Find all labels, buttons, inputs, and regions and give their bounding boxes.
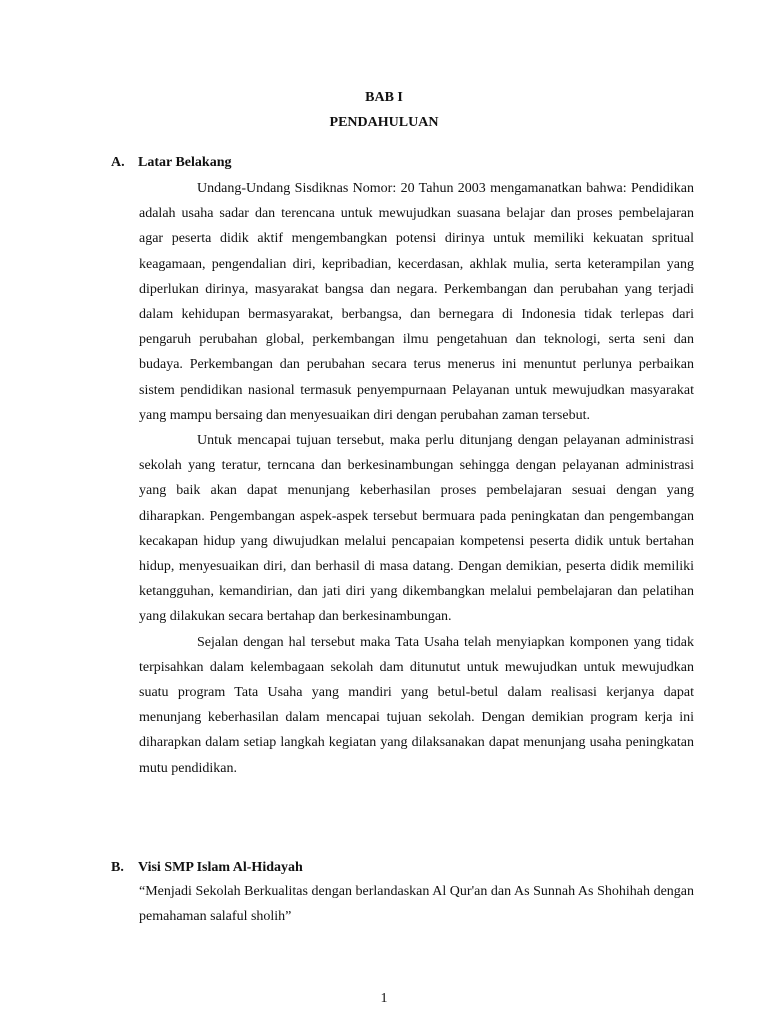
section-b-number: B. <box>111 860 124 875</box>
section-a-heading <box>111 154 231 172</box>
section-a-number: A. <box>111 155 125 170</box>
vision-statement: “Menjadi Sekolah Berkualitas dengan berlandaskan Al Qur'an dan As Sunnah As Shohihah dengan pemahaman salaful sholih” <box>139 884 694 925</box>
section-a-title: Latar Belakang <box>138 155 232 170</box>
section-b-body <box>139 879 694 929</box>
paragraph-1: Undang-Undang Sisdiknas Nomor: 20 Tahun 2003 mengamanatkan bahwa: Pendidikan adalah usaha sadar dan terencana untuk mewujudkan suasana belajar dan proses pembelajaran agar peserta didik aktif mengembangkan potensi dirinya untuk memiliki kekuatan spritual keagamaan, pengendalian diri, kepribadian, kecerdasan, akhlak mulia, serta keterampilan yang diperlukan dirinya, masyarakat bangsa dan negara. Perkembangan dan perubahan yang terjadi dalam kehidupan bermasyarakat, berbangsa, dan bernegara di Indonesia tidak terlepas dari pengaruh perubahan global, perkembangan ilmu pengetahuan dan teknologi, serta seni dan budaya. Perkembangan dan perubahan secara terus menerus ini menuntut perlunya perbaikan sistem pendidikan nasional termasuk penyempurnaan Pelayanan untuk mewujudkan masyarakat yang mampu bersaing dan menyesuaikan diri dengan perubahan zaman tersebut. <box>139 181 694 423</box>
chapter-title: PENDAHULUAN <box>329 115 439 130</box>
section-a-body <box>139 176 694 781</box>
section-b-heading <box>111 859 303 877</box>
page-number: 1 <box>380 991 388 1006</box>
paragraph-3: Sejalan dengan hal tersebut maka Tata Usaha telah menyiapkan komponen yang tidak terpisahkan dalam kelembagaan sekolah dam ditunutut untuk mewujudkan untuk mewujudkan suatu program Tata Usaha yang mandiri yang betul-betul dalam realisasi kerjanya dapat menunjang keberhasilan dalam mencapai tujuan sekolah. Dengan demikian program kerja ini diharapkan dalam setiap langkah kegiatan yang dilaksanakan dapat menunjang usaha peningkatan mutu pendidikan. <box>139 634 694 776</box>
paragraph-2: Untuk mencapai tujuan tersebut, maka perlu ditunjang dengan pelayanan administrasi sekolah yang teratur, terncana dan berkesinambungan sehingga dengan pelayanan administrasi yang baik akan dapat menunjang keberhasilan proses pembelajaran sesuai dengan yang diharapkan. Pengembangan aspek-aspek tersebut bermuara pada peningkatan dan pengembangan kecakapan hidup yang diwujudkan melalui pencapaian kompetensi peserta didik untuk bertahan hidup, menyesuaikan diri, dan berhasil di masa datang. Dengan demikian, peserta didik memiliki ketangguhan, kemandirian, dan jati diri yang dikembangkan melalui pembelajaran dan pelatihan yang dilakukan secara bertahap dan berkesinambungan. <box>139 433 694 625</box>
section-b-title: Visi SMP Islam Al-Hidayah <box>138 860 303 875</box>
chapter-number: BAB I <box>365 90 403 105</box>
